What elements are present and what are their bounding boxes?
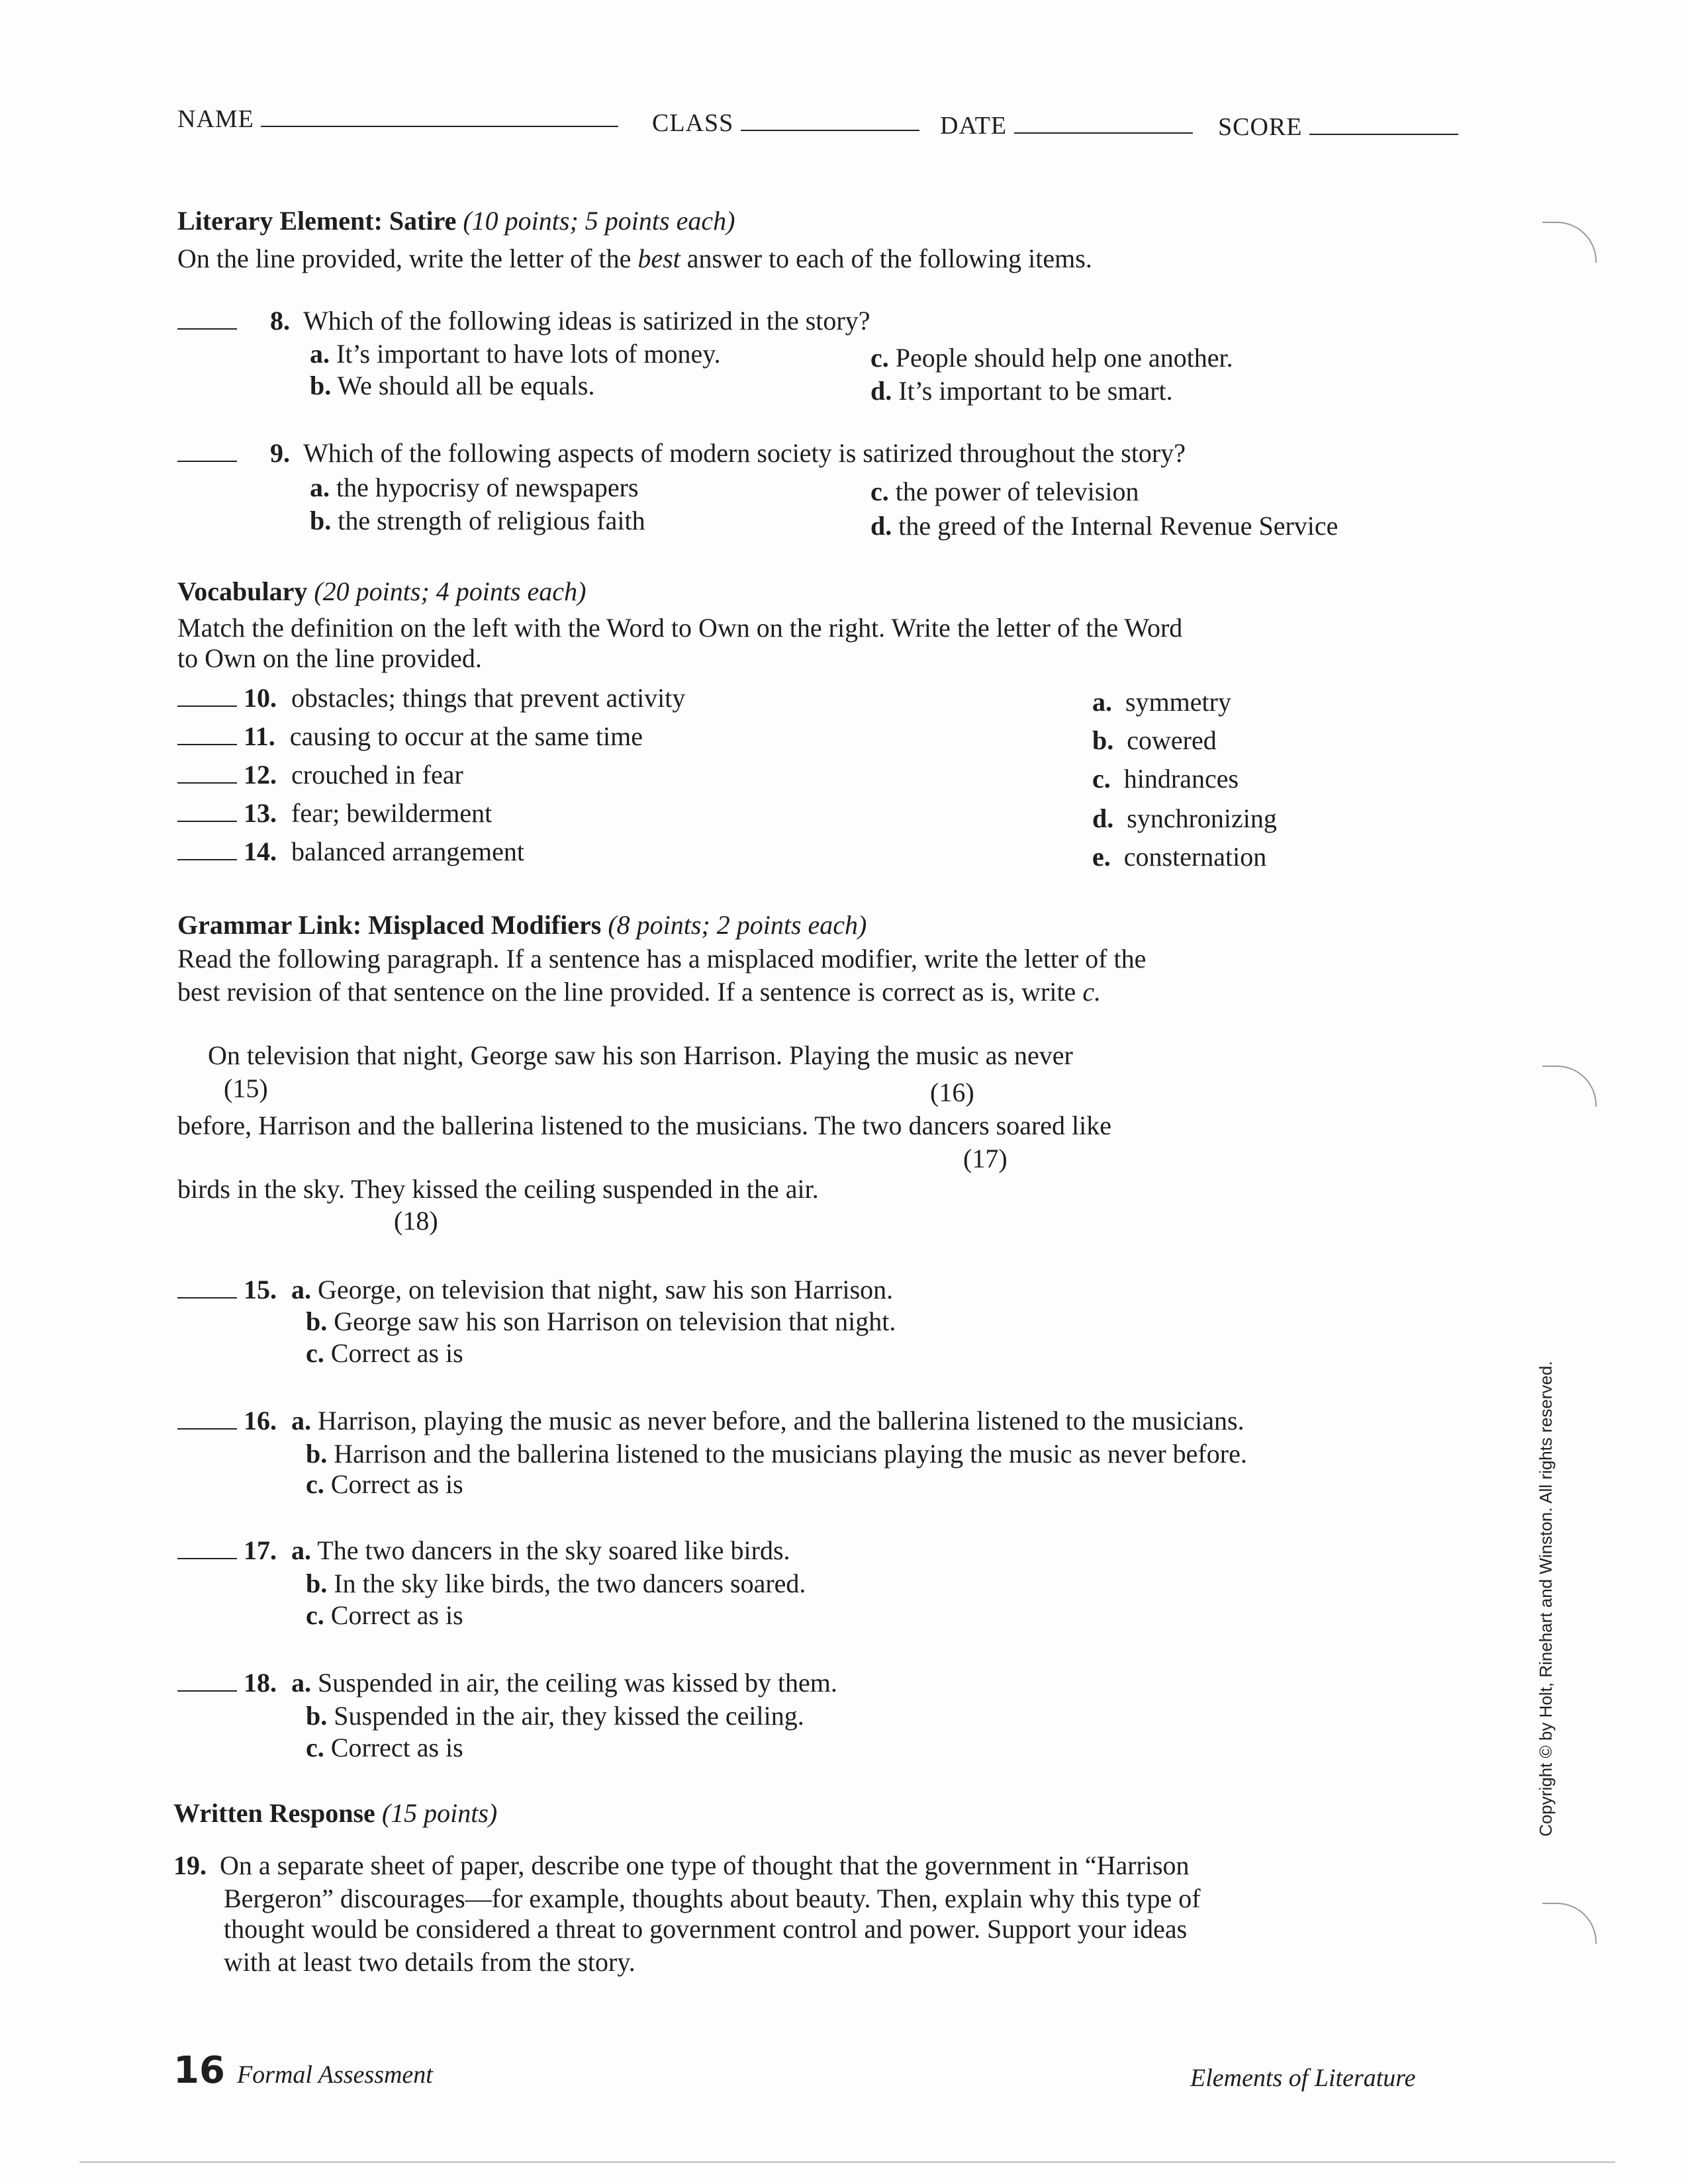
marker-15: (15) <box>224 1073 268 1103</box>
date-label: DATE <box>940 112 1008 140</box>
question-number: 8. <box>270 306 290 336</box>
option-text: Harrison, playing the music as never before, and the ballerina listened to the musicians. <box>318 1406 1244 1435</box>
option-letter: c. <box>306 1600 324 1630</box>
option <box>870 341 1233 375</box>
option-letter: b. <box>310 371 332 400</box>
marker-17: (17) <box>963 1144 1008 1173</box>
paragraph-line: On television that night, George saw his son Harrison. Playing the music as never <box>208 1040 1073 1070</box>
option-letter: b. <box>306 1701 328 1731</box>
option <box>870 510 1338 543</box>
marker-18: (18) <box>394 1206 438 1236</box>
vocab-instructions: Match the definition on the left with the Word to Own on the right. Write the letter of the Word <box>177 613 1183 643</box>
option-text: the hypocrisy of newspapers <box>336 473 639 502</box>
definition: crouched in fear <box>291 760 463 790</box>
name-line[interactable] <box>261 126 618 127</box>
vocab-item <box>177 720 643 753</box>
vocab-word <box>1092 686 1231 719</box>
word: hindrances <box>1123 764 1239 794</box>
satire-heading <box>177 205 735 236</box>
option-text: We should all be equals. <box>337 371 595 400</box>
answer-blank[interactable] <box>177 782 237 784</box>
option <box>310 338 721 371</box>
question-number: 19. <box>173 1850 207 1880</box>
vocab-heading <box>177 576 586 607</box>
vocab-item <box>177 797 492 830</box>
option-letter: d. <box>870 511 892 541</box>
option <box>306 1437 1247 1471</box>
option-text: the greed of the Internal Revenue Service <box>898 511 1338 541</box>
option-text: George, on television that night, saw his son Harrison. <box>318 1275 894 1304</box>
option-letter: a. <box>291 1535 311 1565</box>
answer-blank[interactable] <box>177 1690 237 1692</box>
definition: obstacles; things that prevent activity <box>291 683 686 713</box>
option <box>306 1468 463 1501</box>
vocab-item <box>177 758 463 792</box>
option <box>310 504 645 537</box>
option-letter: c. <box>306 1338 324 1368</box>
option <box>306 1700 804 1733</box>
option-letter: a. <box>291 1406 311 1435</box>
written-title: Written Response <box>173 1798 375 1828</box>
vocab-word <box>1092 841 1266 874</box>
date-field <box>940 111 1193 140</box>
option <box>306 1305 896 1338</box>
vocab-title: Vocabulary <box>177 576 308 606</box>
question-number: 15. <box>244 1275 277 1304</box>
option-letter: c. <box>1092 764 1111 794</box>
class-field <box>652 109 919 138</box>
option-letter: c. <box>870 477 889 506</box>
option-text: People should help one another. <box>895 343 1233 373</box>
question-17 <box>177 1534 790 1567</box>
option <box>870 475 1139 508</box>
answer-blank[interactable] <box>177 328 237 330</box>
page-number: 16 <box>173 2049 225 2092</box>
footer-left <box>173 2049 433 2092</box>
grammar-instructions <box>177 976 1101 1009</box>
option-letter: d. <box>870 376 892 406</box>
name-label: NAME <box>177 105 254 133</box>
word: cowered <box>1127 725 1217 755</box>
grammar-points: (8 points; 2 points each) <box>608 910 867 940</box>
vocab-item <box>177 682 685 715</box>
question-number: 16. <box>244 1406 277 1435</box>
answer-blank[interactable] <box>177 1297 237 1298</box>
vocab-word <box>1092 802 1277 835</box>
binder-hole-mark <box>1542 222 1597 263</box>
paragraph-line: birds in the sky. They kissed the ceiling suspended in the air. <box>177 1174 819 1204</box>
paragraph-line: before, Harrison and the ballerina listened to the musicians. The two dancers soared like <box>177 1111 1112 1140</box>
prompt-line: with at least two details from the story. <box>224 1947 635 1977</box>
question-16 <box>177 1404 1244 1437</box>
option-letter: e. <box>1092 842 1111 872</box>
definition: causing to occur at the same time <box>289 721 643 751</box>
option <box>306 1567 806 1600</box>
option-text: Correct as is <box>330 1469 463 1499</box>
option-letter: a. <box>310 473 330 502</box>
question-9 <box>177 437 1501 470</box>
binder-hole-mark <box>1542 1903 1597 1944</box>
footer-right: Elements of Literature <box>1190 2064 1416 2092</box>
name-field <box>177 105 618 134</box>
option <box>306 1337 463 1370</box>
instr-text: answer to each of the following items. <box>680 244 1092 273</box>
prompt-line: On a separate sheet of paper, describe one type of thought that the government in “Harrison <box>220 1850 1190 1880</box>
question-number: 10. <box>244 683 277 713</box>
option-text: Correct as is <box>330 1733 463 1762</box>
instr-text: best revision of that sentence on the line provided. If a sentence is correct as is, write <box>177 977 1083 1007</box>
option-letter: a. <box>310 339 330 369</box>
satire-points: (10 points; 5 points each) <box>463 206 735 236</box>
question-18 <box>177 1666 837 1700</box>
answer-blank[interactable] <box>177 859 237 860</box>
vocab-word <box>1092 762 1239 796</box>
option-letter: c. <box>306 1469 324 1499</box>
option-letter: b. <box>310 506 332 535</box>
question-number: 18. <box>244 1668 277 1698</box>
question-number: 17. <box>244 1535 277 1565</box>
score-field <box>1218 113 1458 142</box>
class-line[interactable] <box>741 130 919 131</box>
answer-blank[interactable] <box>177 461 237 462</box>
vocab-points: (20 points; 4 points each) <box>314 576 586 606</box>
answer-blank[interactable] <box>177 744 237 745</box>
option-letter: b. <box>306 1569 328 1598</box>
option <box>870 375 1173 408</box>
question-19 <box>173 1849 1190 1882</box>
score-line[interactable] <box>1309 134 1458 135</box>
date-line[interactable] <box>1014 132 1193 134</box>
option <box>306 1731 463 1764</box>
option-letter: a. <box>291 1275 311 1304</box>
footer-title: Formal Assessment <box>236 2061 433 2089</box>
option-text: Correct as is <box>330 1338 463 1368</box>
vocab-instructions: to Own on the line provided. <box>177 643 482 673</box>
binder-hole-mark <box>1542 1066 1597 1107</box>
question-number: 14. <box>244 837 277 866</box>
instr-text: On the line provided, write the letter of the <box>177 244 638 273</box>
word: consternation <box>1123 842 1267 872</box>
marker-16: (16) <box>930 1077 974 1107</box>
option-text: Suspended in air, the ceiling was kissed by them. <box>318 1668 837 1698</box>
question-number: 12. <box>244 760 277 790</box>
definition: fear; bewilderment <box>291 798 492 828</box>
class-label: CLASS <box>652 109 734 137</box>
question-text: Which of the following ideas is satirized in the story? <box>303 306 870 336</box>
option-letter: b. <box>306 1439 328 1469</box>
written-heading <box>173 1797 497 1829</box>
vocab-item <box>177 835 524 868</box>
option-text: the strength of religious faith <box>338 506 645 535</box>
answer-blank[interactable] <box>177 1428 237 1430</box>
option <box>310 369 594 402</box>
grammar-title: Grammar Link: Misplaced Modifiers <box>177 910 602 940</box>
definition: balanced arrangement <box>291 837 525 866</box>
option-text: In the sky like birds, the two dancers soared. <box>334 1569 806 1598</box>
option-letter: b. <box>306 1306 328 1336</box>
instr-emphasis: best <box>637 244 680 273</box>
vocab-word <box>1092 724 1217 757</box>
option <box>306 1599 463 1632</box>
option-text: Correct as is <box>330 1600 463 1630</box>
question-15 <box>177 1273 893 1306</box>
word: symmetry <box>1125 687 1231 717</box>
option-letter: c. <box>870 343 889 373</box>
option-letter: b. <box>1092 725 1114 755</box>
question-number: 11. <box>244 721 275 751</box>
question-number: 9. <box>270 438 290 468</box>
word: synchronizing <box>1127 803 1277 833</box>
prompt-line: thought would be considered a threat to government control and power. Support your ideas <box>224 1914 1188 1944</box>
instr-emphasis: c. <box>1082 977 1102 1007</box>
option-letter: d. <box>1092 803 1114 833</box>
option-text: the power of television <box>895 477 1139 506</box>
question-text: Which of the following aspects of modern society is satirized throughout the story? <box>303 438 1186 468</box>
option-letter: a. <box>291 1668 311 1698</box>
grammar-instructions: Read the following paragraph. If a sentence has a misplaced modifier, write the letter of the <box>177 944 1147 974</box>
option <box>310 471 639 504</box>
option-text: It’s important to be smart. <box>898 376 1173 406</box>
option-letter: c. <box>306 1733 324 1762</box>
satire-instructions <box>177 242 1092 275</box>
answer-blank[interactable] <box>177 821 237 822</box>
written-points: (15 points) <box>381 1798 498 1828</box>
option-letter: a. <box>1092 687 1112 717</box>
prompt-line: Bergeron” discourages—for example, thoughts about beauty. Then, explain why this type of <box>224 1884 1201 1913</box>
question-number: 13. <box>244 798 277 828</box>
copyright-notice: Copyright © by Holt, Rinehart and Winston. All rights reserved. <box>1536 1361 1556 1837</box>
question-8 <box>177 304 1501 338</box>
option-text: George saw his son Harrison on television that night. <box>334 1306 896 1336</box>
answer-blank[interactable] <box>177 705 237 707</box>
satire-title: Literary Element: Satire <box>177 206 457 236</box>
score-label: SCORE <box>1218 113 1303 141</box>
option-text: Suspended in the air, they kissed the ceiling. <box>334 1701 804 1731</box>
option-text: Harrison and the ballerina listened to the musicians playing the music as never before. <box>334 1439 1247 1469</box>
option-text: It’s important to have lots of money. <box>336 339 721 369</box>
answer-blank[interactable] <box>177 1558 237 1559</box>
grammar-heading <box>177 909 867 940</box>
option-text: The two dancers in the sky soared like birds. <box>317 1535 790 1565</box>
page-edge <box>79 2161 1615 2163</box>
